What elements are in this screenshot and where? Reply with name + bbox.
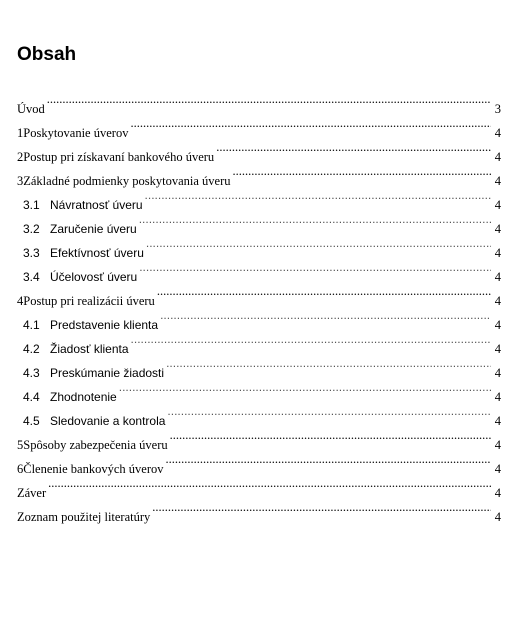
- toc-entry-title: Žiadosť klienta: [50, 342, 129, 356]
- toc-entry-page: 3: [494, 102, 501, 116]
- toc-entry-page: 4: [494, 438, 501, 452]
- toc-dot-leader: [167, 405, 491, 425]
- toc-entry-3[interactable]: [17, 165, 501, 188]
- toc-heading: Obsah: [17, 44, 77, 65]
- toc-entry-2[interactable]: [17, 141, 501, 164]
- toc-entry-title: Preskúmanie žiadosti: [50, 366, 165, 380]
- toc-dot-leader: [145, 189, 491, 209]
- toc-entry-title: Úvod: [17, 102, 45, 116]
- toc-dot-leader: [139, 261, 491, 281]
- toc-entry-number: 4.2: [23, 342, 40, 356]
- toc-entry-number: 4.5: [23, 414, 40, 428]
- toc-dot-leader: [166, 357, 491, 377]
- toc-dot-leader: [146, 237, 491, 257]
- toc-entry-title: Členenie bankových úverov: [23, 462, 164, 476]
- toc-entry-title: Efektívnosť úveru: [50, 246, 144, 260]
- toc-dot-leader: [131, 333, 491, 353]
- toc-entry-4[interactable]: [17, 285, 501, 308]
- toc-entry-page: 4: [494, 414, 501, 428]
- toc-entry-number: 3: [17, 174, 24, 188]
- toc-entry-page: 4: [494, 126, 501, 140]
- toc-entry-number: 3.1: [23, 198, 40, 212]
- toc-entry-3-2[interactable]: [17, 213, 501, 236]
- toc-dot-leader: [160, 309, 491, 329]
- toc-entry-4-5[interactable]: [17, 405, 501, 428]
- toc-entry-title: Zhodnotenie: [50, 390, 117, 404]
- toc-entry-title: Sledovanie a kontrola: [50, 414, 166, 428]
- toc-entry-page: 4: [494, 294, 501, 308]
- toc-entry-4-2[interactable]: [17, 333, 501, 356]
- toc-entry-3-4[interactable]: [17, 261, 501, 284]
- toc-entry-page: 4: [494, 270, 501, 284]
- toc-entry-title: Spôsoby zabezpečenia úveru: [23, 438, 168, 452]
- toc-entry-page: 4: [494, 246, 501, 260]
- toc-entry-title: Záver: [17, 486, 47, 500]
- toc-entry-page: 4: [494, 150, 501, 164]
- toc-entry-number: 3.4: [23, 270, 40, 284]
- toc-entry-4-3[interactable]: [17, 357, 501, 380]
- toc-entry-page: 4: [494, 510, 501, 524]
- toc-entry-zaver[interactable]: [17, 477, 501, 500]
- toc-entry-page: 4: [494, 318, 501, 332]
- toc-dot-leader: [130, 117, 491, 137]
- toc-entry-literatura[interactable]: [17, 501, 501, 524]
- toc-entry-4-4[interactable]: [17, 381, 501, 404]
- toc-entry-4-1[interactable]: [17, 309, 501, 332]
- toc-dot-leader: [139, 213, 491, 233]
- toc-entry-3-1[interactable]: [17, 189, 501, 212]
- toc-entry-page: 4: [494, 390, 501, 404]
- toc-entry-title: Postup pri realizácii úveru: [23, 294, 155, 308]
- toc-entry-uvod[interactable]: [17, 93, 501, 116]
- toc-entry-3-3[interactable]: [17, 237, 501, 260]
- toc-entry-page: 4: [494, 366, 501, 380]
- toc-entry-number: 5: [17, 438, 24, 452]
- toc-entry-page: 4: [494, 486, 501, 500]
- toc-entry-title: Návratnosť úveru: [50, 198, 143, 212]
- toc-dot-leader: [47, 93, 491, 113]
- toc-entry-title: Základné podmienky poskytovania úveru: [23, 174, 231, 188]
- toc-dot-leader: [157, 285, 491, 305]
- toc-entry-number: 3.3: [23, 246, 40, 260]
- toc-entry-title: Zoznam použitej literatúry: [17, 510, 151, 524]
- toc-dot-leader: [152, 501, 491, 521]
- toc-entry-1[interactable]: [17, 117, 501, 140]
- toc-entry-title: Účelovosť úveru: [50, 270, 138, 284]
- toc-entry-number: 4.4: [23, 390, 40, 404]
- toc-entry-page: 4: [494, 342, 501, 356]
- toc-entry-title: Predstavenie klienta: [50, 318, 159, 332]
- toc-entry-number: 4: [17, 294, 24, 308]
- toc-entry-5[interactable]: [17, 429, 501, 452]
- toc-entry-number: 6: [17, 462, 24, 476]
- toc-dot-leader: [233, 165, 492, 185]
- toc-entry-number: 4.1: [23, 318, 40, 332]
- toc-dot-leader: [48, 477, 491, 497]
- toc-entry-title: Zaručenie úveru: [50, 222, 137, 236]
- toc-entry-title: Poskytovanie úverov: [23, 126, 129, 140]
- toc-entry-number: 3.2: [23, 222, 40, 236]
- toc-entry-6[interactable]: [17, 453, 501, 476]
- toc-entry-number: 4.3: [23, 366, 40, 380]
- toc-dot-leader: [216, 141, 491, 161]
- toc-entry-title: Postup pri získavaní bankového úveru: [23, 150, 215, 164]
- toc-dot-leader: [170, 429, 491, 449]
- toc-entry-page: 4: [494, 198, 501, 212]
- toc-entry-number: 2: [17, 150, 24, 164]
- toc-entry-page: 4: [494, 222, 501, 236]
- toc-entry-page: 4: [494, 462, 501, 476]
- toc-dot-leader: [165, 453, 491, 473]
- toc-entry-number: 1: [17, 126, 24, 140]
- toc-entry-page: 4: [494, 174, 501, 188]
- toc-dot-leader: [119, 381, 491, 401]
